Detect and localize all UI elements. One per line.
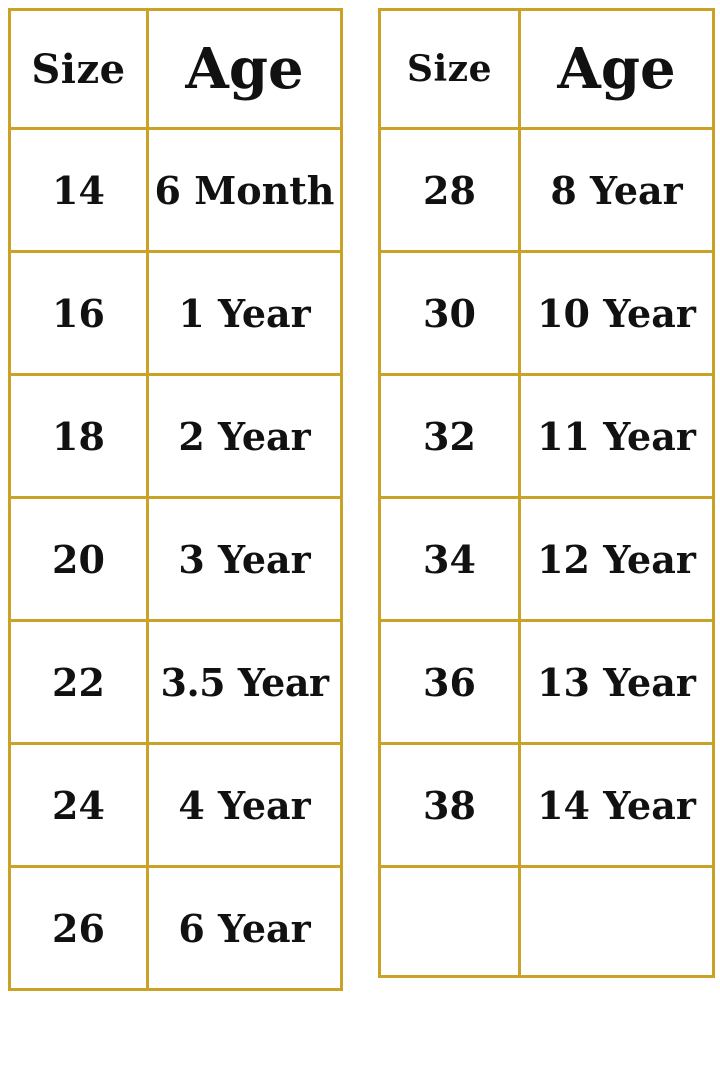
cell-age: 13 Year [520, 621, 714, 744]
table-header-row [380, 10, 714, 129]
cell-age: 10 Year [520, 252, 714, 375]
cell-size: 18 [10, 375, 148, 498]
cell-age: 11 Year [520, 375, 714, 498]
cell-size: 38 [380, 744, 520, 867]
header-size: Size [380, 10, 520, 129]
cell-size: 34 [380, 498, 520, 621]
cell-age: 12 Year [520, 498, 714, 621]
cell-size: 14 [10, 129, 148, 252]
table-row [380, 375, 714, 498]
table-row [10, 621, 342, 744]
cell-size: 20 [10, 498, 148, 621]
cell-age: 6 Month [148, 129, 342, 252]
cell-size: 26 [10, 867, 148, 990]
table-row [10, 744, 342, 867]
table-row [380, 498, 714, 621]
table-row [10, 252, 342, 375]
cell-age: 2 Year [148, 375, 342, 498]
cell-age: 6 Year [148, 867, 342, 990]
table-row [380, 621, 714, 744]
table-row [380, 744, 714, 867]
cell-size [380, 867, 520, 977]
cell-size: 24 [10, 744, 148, 867]
cell-age: 1 Year [148, 252, 342, 375]
table-row [10, 867, 342, 990]
table-row [380, 252, 714, 375]
cell-age: 4 Year [148, 744, 342, 867]
table-row [10, 498, 342, 621]
cell-size: 28 [380, 129, 520, 252]
table-header-row [10, 10, 342, 129]
header-age: Age [148, 10, 342, 129]
table-row-empty [380, 867, 714, 977]
cell-size: 32 [380, 375, 520, 498]
table-row [10, 129, 342, 252]
header-age: Age [520, 10, 714, 129]
cell-size: 22 [10, 621, 148, 744]
cell-size: 16 [10, 252, 148, 375]
cell-size: 36 [380, 621, 520, 744]
table-row [10, 375, 342, 498]
cell-age: 3 Year [148, 498, 342, 621]
cell-age [520, 867, 714, 977]
table-row [380, 129, 714, 252]
header-size: Size [10, 10, 148, 129]
cell-age: 3.5 Year [148, 621, 342, 744]
size-age-table-right [378, 8, 715, 978]
cell-age: 14 Year [520, 744, 714, 867]
cell-age: 8 Year [520, 129, 714, 252]
cell-size: 30 [380, 252, 520, 375]
size-age-table-left [8, 8, 343, 991]
